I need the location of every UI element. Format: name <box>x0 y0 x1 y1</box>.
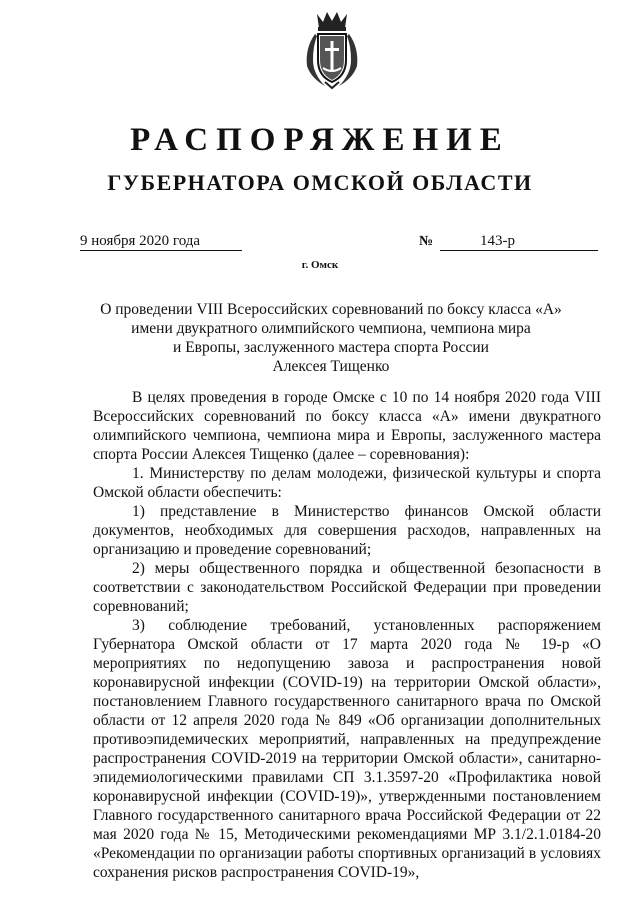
document-city: г. Омск <box>301 259 339 271</box>
number-sign: № <box>419 234 434 249</box>
subject-line: О проведении VIII Всероссийских соревнований по боксу класса «А» <box>100 301 562 318</box>
subject-line: и Европы, заслуженного мастера спорта России <box>173 339 489 356</box>
body-paragraph: В целях проведения в городе Омске с 10 по 14 ноября 2020 года VIII Всероссийских соревнований по боксу класса «А» имени двукратного олимпийского чемпиона, чемпиона мира и Европы, заслуженного мастера спорта России Алексея Тищенко (далее – соревнования): <box>93 389 601 463</box>
document-title: РАСПОРЯЖЕНИЕ <box>130 122 510 158</box>
subject-line: Алексея Тищенко <box>272 358 390 375</box>
document-number: 143-р <box>440 232 598 251</box>
body-paragraph: 1) представление в Министерство финансов Омской области документов, необходимых для совершения расходов, направленных на организацию и проведение соревнований; <box>93 503 601 558</box>
omsk-coat-of-arms-icon <box>303 8 361 90</box>
document-date: 9 ноября 2020 года <box>80 232 242 251</box>
subject-line: имени двукратного олимпийского чемпиона, чемпиона мира <box>131 320 531 337</box>
body-paragraph: 2) меры общественного порядка и общественной безопасности в соответствии с законодательством Российской Федерации при проведении соревнований; <box>93 560 601 615</box>
body-paragraph: 1. Министерству по делам молодежи, физической культуры и спорта Омской области обеспечить: <box>93 465 601 501</box>
document-subtitle: ГУБЕРНАТОРА ОМСКОЙ ОБЛАСТИ <box>107 170 533 195</box>
document-body <box>93 388 601 882</box>
document-subject <box>100 300 562 376</box>
body-paragraph: 3) соблюдение требований, установленных распоряжением Губернатора Омской области от 17 марта 2020 года № 19-р «О мероприятиях по недопущению завоза и распространения новой коронавирусной инфекции (COVID-19) на территории Омской области», постановлением Главного государственного санитарного врача по Омской области от 12 апреля 2020 года № 849 «Об организации дополнительных противоэпидемических мероприятий, направленных на предупреждение распространения COVID-2019 на территории Омской области», санитарно-эпидемиологическими правилами СП 3.1.3597-20 «Профилактика новой коронавирусной инфекции (COVID-19)», утвержденными постановлением Главного государственного санитарного врача Российской Федерации от 22 мая 2020 года № 15, Методическими рекомендациями МР 3.1/2.1.0184-20 «Рекомендации по организации работы спортивных организаций в условиях сохранения рисков распространения COVID-19», <box>93 617 601 881</box>
